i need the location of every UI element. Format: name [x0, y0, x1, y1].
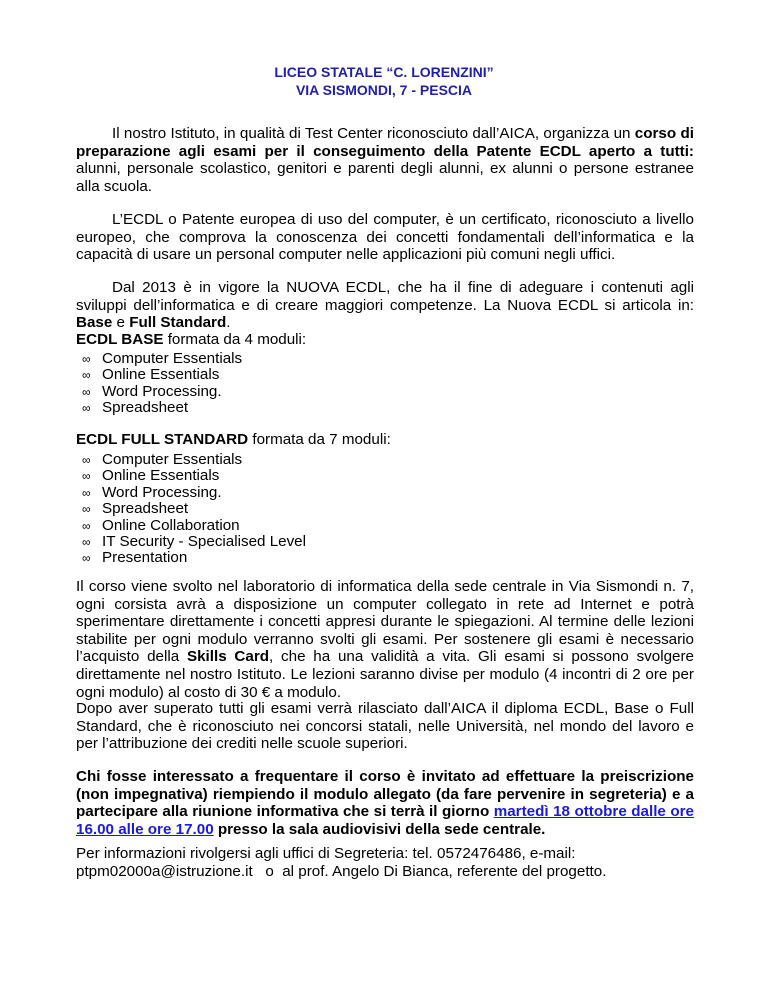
school-address: VIA SISMONDI, 7 - PESCIA	[295, 82, 473, 98]
list-item	[82, 468, 306, 484]
course-details-text: Il corso viene svolto nel laboratorio di informatica della sede centrale in Via Sismondi n. 7, ogni corsista avrà a disposizione un computer collegato in rete ad Internet e potrà sperimentare direttamente i concetti appresi durante le spiegazioni. Al termine delle lezioni stabilite per ogni modulo verranno svolti gli esami. Per sostenere gli esami è necessario l’acquisto della	[76, 578, 694, 666]
infinity-bullet-icon: ∞	[82, 469, 91, 484]
list-item	[82, 501, 306, 517]
nuova-ecdl-text: Dal 2013 è in vigore la NUOVA ECDL, che ha il fine di adeguare i contenuti agli sviluppi dell’informatica e di creare maggiori competenze. La Nuova ECDL si articola in:	[76, 279, 694, 314]
base-suffix: formata da 4 moduli:	[163, 331, 307, 348]
list-item-label: Online Essentials	[102, 366, 220, 384]
ecdl-definition-paragraph: L’ECDL o Patente europea di uso del computer, è un certificato, riconosciuto a livello europeo, che comprova la conoscenza dei concetti fondamentali dell’informatica e la capacità di usare un personal computer nelle applicazioni più comuni negli uffici.	[76, 211, 694, 264]
list-item-label: Presentation	[102, 549, 188, 567]
full-standard-heading	[76, 431, 694, 449]
list-item-label: Computer Essentials	[102, 451, 243, 468]
list-item	[82, 351, 242, 367]
infinity-bullet-icon: ∞	[82, 384, 91, 399]
skills-card-bold: Skills Card	[186, 648, 270, 666]
infinity-bullet-icon: ∞	[82, 453, 91, 467]
list-item	[82, 485, 306, 501]
intro-bold: corso di preparazione agli esami per il conseguimento della Patente ECDL aperto a tutti:	[76, 125, 694, 160]
infinity-bullet-icon: ∞	[82, 502, 91, 517]
infinity-bullet-icon: ∞	[82, 352, 91, 366]
list-item	[82, 550, 306, 566]
enrollment-text-end: presso la sala audiovisivi della sede centrale.	[213, 820, 546, 838]
full-title: ECDL FULL STANDARD	[76, 431, 249, 448]
school-name: LICEO STATALE “C. LORENZINI”	[274, 64, 494, 80]
base-bold: Base	[76, 314, 113, 332]
course-details-text-end: , che ha una validità a vita. Gli esami si possono svolgere direttamente nel nostro Istituto. Le lezioni saranno divise per modulo (4 incontri di 2 ore per ogni modulo) al costo di 30 € a modulo.	[76, 648, 694, 701]
infinity-bullet-icon: ∞	[82, 485, 91, 500]
infinity-bullet-icon: ∞	[82, 551, 91, 566]
list-item-label: Spreadsheet	[102, 500, 189, 518]
base-title: ECDL BASE	[76, 331, 164, 348]
infinity-bullet-icon: ∞	[82, 534, 91, 549]
list-item-label: IT Security - Specialised Level	[102, 532, 307, 550]
full-module-list	[82, 452, 306, 567]
infinity-bullet-icon: ∞	[82, 401, 91, 416]
full-standard-bold: Full Standard	[129, 314, 227, 332]
list-item	[82, 452, 306, 468]
intro-text: Il nostro Istituto, in qualità di Test Center riconosciuto dall’AICA, organizza un	[112, 125, 635, 142]
diploma-paragraph: Dopo aver superato tutti gli esami verrà rilasciato dall’AICA il diploma ECDL, Base o Full Standard, che è riconosciuto nei concorsi statali, nelle Università, nel mondo del lavoro e per l’attribuzione dei crediti nelle scuole superiori.	[76, 700, 694, 753]
list-item	[82, 367, 242, 383]
list-item	[82, 400, 242, 416]
course-details-paragraph	[76, 578, 694, 701]
infinity-bullet-icon: ∞	[82, 518, 91, 533]
list-item-label: Word Processing.	[102, 483, 222, 501]
intro-text-end: alunni, personale scolastico, genitori e parenti degli alunni, ex alunni o persone estranee alla scuola.	[76, 160, 694, 195]
list-item	[82, 534, 306, 550]
list-item-label: Spreadsheet	[102, 399, 189, 417]
nuova-ecdl-paragraph	[76, 279, 694, 332]
list-item-label: Online Essentials	[102, 467, 220, 485]
list-item-label: Online Collaboration	[102, 516, 240, 534]
contact-line-1: Per informazioni rivolgersi agli uffici di Segreteria: tel. 0572476486, e-mail:	[76, 845, 576, 862]
list-item	[82, 518, 306, 534]
meeting-date-link[interactable]: martedì 18 ottobre dalle ore 16.00 alle ore 17.00	[76, 803, 694, 838]
full-suffix: formata da 7 moduli:	[248, 431, 391, 448]
base-module-list	[82, 351, 242, 417]
base-heading	[76, 331, 694, 349]
nuova-ecdl-and: e	[112, 314, 130, 332]
infinity-bullet-icon: ∞	[82, 368, 91, 383]
enrollment-text: Chi fosse interessato a frequentare il corso è invitato ad effettuare la preiscrizione (non impegnativa) riempiendo il modulo allegato (da fare pervenire in segreteria) e a partecipare alla riunione informativa che si terrà il giorno	[76, 768, 694, 821]
intro-paragraph	[76, 125, 694, 195]
nuova-ecdl-period: .	[226, 314, 231, 332]
list-item-label: Computer Essentials	[102, 350, 243, 367]
contact-line-2: ptpm02000a@istruzione.it o al prof. Angelo Di Bianca, referente del progetto.	[76, 863, 607, 880]
list-item	[82, 384, 242, 400]
list-item-label: Word Processing.	[102, 382, 222, 400]
enrollment-paragraph	[76, 768, 694, 838]
